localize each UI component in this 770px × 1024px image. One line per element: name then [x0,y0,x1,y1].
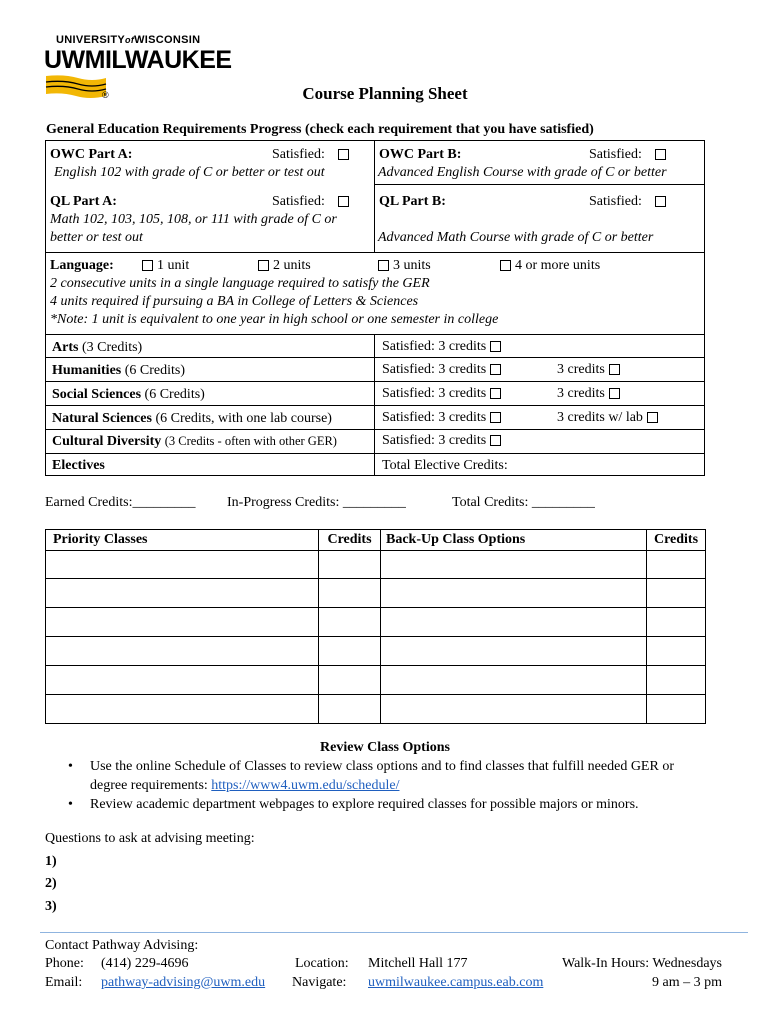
area-arts-credits: (3 Credits) [81,340,143,355]
area-cultural-diversity-satisfied [382,433,501,449]
owc-a-satisfied-label: Satisfied: [272,147,325,162]
area-social-sciences-credits: (6 Credits) [144,387,205,402]
area-social-sciences [52,387,205,403]
area-social-sciences-checkbox[interactable] [490,388,501,399]
area-natural-sciences-name: Natural Sciences [52,411,152,426]
in-progress-credits[interactable]: In-Progress Credits: _________ [227,495,406,510]
area-social-sciences-satisfied [382,386,501,402]
language-note-3: *Note: 1 unit is equivalent to one year in high school or one semester in college [50,312,499,327]
bullet-icon: • [68,797,73,812]
owc-b-desc: Advanced English Course with grade of C or better [378,165,667,180]
question-2[interactable]: 2) [45,876,57,891]
owc-b-satisfied-label: Satisfied: [589,147,642,162]
ql-b-desc: Advanced Math Course with grade of C or better [378,230,654,245]
area-arts-name: Arts [52,340,79,355]
areas-row-line [46,429,704,430]
ger-heading: General Education Requirements Progress (check each requirement that you have satisfied) [46,122,594,137]
contact-location: Mitchell Hall 177 [368,956,468,971]
bullet-icon: • [68,759,73,774]
ql-a-label: QL Part A: [50,194,117,209]
area-social-sciences-extra-checkbox[interactable] [609,388,620,399]
contact-email-label: Email: [45,975,83,990]
area-humanities-satisfied [382,362,501,378]
area-humanities-extra-checkbox[interactable] [609,364,620,375]
owc-b-checkbox[interactable] [655,149,666,160]
areas-row-line [46,405,704,406]
area-cultural-diversity-credits: (3 Credits - often with other GER) [164,434,337,448]
areas-row-line [46,381,704,382]
review-bullet-1-text: degree requirements: [90,778,212,793]
contact-location-label: Location: [295,956,349,971]
table-header-row [46,530,706,551]
ger-divider-ql [46,252,704,253]
table-row [46,551,706,579]
area-humanities-name: Humanities [52,363,122,378]
contact-navigate-link[interactable]: uwmilwaukee.campus.eab.com [368,975,544,990]
ger-divider-vertical [374,141,375,252]
areas-row-line [46,453,704,454]
area-social-sciences-extra-label: 3 credits [557,386,605,401]
area-natural-sciences-credits: (6 Credits, with one lab course) [155,411,332,426]
contact-navigate-label: Navigate: [292,975,347,990]
area-cultural-diversity-name: Cultural Diversity [52,434,162,449]
area-humanities-extra [557,362,620,378]
language-opt-3[interactable] [378,258,431,274]
col-backup-options: Back-Up Class Options [381,530,647,551]
area-social-sciences-name: Social Sciences [52,387,142,402]
language-note-1: 2 consecutive units in a single language required to satisfy the GER [50,276,430,291]
language-opt-3-label: 3 units [393,258,431,273]
area-social-sciences-extra [557,386,620,402]
class-planning-table [45,529,706,724]
area-natural-sciences-extra-label: 3 credits w/ lab [557,410,643,425]
question-3[interactable]: 3) [45,899,57,914]
area-arts-satisfied-label: Satisfied: 3 credits [382,339,487,354]
owc-b-satisfied [589,147,666,163]
table-row [46,579,706,608]
area-arts-satisfied [382,339,501,355]
area-natural-sciences-extra [557,410,658,426]
area-humanities-checkbox[interactable] [490,364,501,375]
area-natural-sciences-checkbox[interactable] [490,412,501,423]
question-1[interactable]: 1) [45,854,57,869]
area-cultural-diversity-satisfied-label: Satisfied: 3 credits [382,433,487,448]
table-row [46,695,706,724]
area-electives-total: Total Elective Credits: [382,458,508,473]
area-humanities-extra-label: 3 credits [557,362,605,377]
ql-b-satisfied [589,194,666,210]
owc-b-label: OWC Part B: [379,147,462,162]
ger-divider-language [46,334,704,335]
table-row [46,637,706,666]
ql-a-satisfied [272,194,349,210]
language-opt-2-checkbox[interactable] [258,260,269,271]
language-note-2: 4 units required if pursuing a BA in College of Letters & Sciences [50,294,419,309]
area-cultural-diversity [52,434,337,450]
area-natural-sciences-satisfied-label: Satisfied: 3 credits [382,410,487,425]
contact-heading: Contact Pathway Advising: [45,938,199,953]
review-bullet-1-line1: Use the online Schedule of Classes to review class options and to find classes that fulfill needed GER or [90,759,674,774]
area-arts [52,340,142,356]
review-bullet-2-text: Review academic department webpages to explore required classes for possible majors or minors. [90,797,639,812]
ql-b-checkbox[interactable] [655,196,666,207]
logo-wordmark-milwaukee: MILWAUKEE [84,46,232,74]
contact-hours: 9 am – 3 pm [652,975,722,990]
language-opt-3-checkbox[interactable] [378,260,389,271]
ql-a-desc-line2: better or test out [50,230,143,245]
total-credits[interactable]: Total Credits: _________ [452,495,595,510]
owc-a-label: OWC Part A: [50,147,133,162]
ql-a-checkbox[interactable] [338,196,349,207]
contact-email-link[interactable]: pathway-advising@uwm.edu [101,975,266,990]
ger-divider-owc [374,184,704,185]
area-cultural-diversity-checkbox[interactable] [490,435,501,446]
questions-heading: Questions to ask at advising meeting: [45,831,255,846]
language-label: Language: [50,258,114,273]
table-row [46,666,706,695]
area-humanities [52,363,185,379]
language-opt-1-label: 1 unit [157,258,190,273]
schedule-link[interactable]: https://www4.uwm.edu/schedule/ [211,778,400,793]
language-opt-4[interactable] [500,258,600,274]
area-arts-checkbox[interactable] [490,341,501,352]
logo-text-of: of [125,35,135,45]
area-humanities-satisfied-label: Satisfied: 3 credits [382,362,487,377]
contact-phone-label: Phone: [45,956,84,971]
logo-wordmark-uw: UW [44,46,85,74]
footer-divider [40,932,748,933]
ql-b-label: QL Part B: [379,194,446,209]
area-social-sciences-satisfied-label: Satisfied: 3 credits [382,386,487,401]
review-heading: Review Class Options [320,740,450,755]
logo-text-wisconsin: WISCONSIN [134,34,201,46]
language-opt-2[interactable] [258,258,311,274]
area-humanities-credits: (6 Credits) [124,363,185,378]
logo-text-university: UNIVERSITY [56,34,126,46]
ql-b-satisfied-label: Satisfied: [589,194,642,209]
language-opt-1[interactable] [142,258,189,274]
language-opt-4-label: 4 or more units [515,258,601,273]
area-natural-sciences [52,411,332,427]
earned-credits[interactable]: Earned Credits:_________ [45,495,196,510]
area-natural-sciences-extra-checkbox[interactable] [647,412,658,423]
col-priority-classes: Priority Classes [46,530,319,551]
table-row [46,608,706,637]
ger-box [45,140,705,476]
language-opt-1-checkbox[interactable] [142,260,153,271]
areas-row-line [46,357,704,358]
area-natural-sciences-satisfied [382,410,501,426]
page-title: Course Planning Sheet [302,84,468,103]
contact-phone: (414) 229-4696 [101,956,189,971]
ql-a-satisfied-label: Satisfied: [272,194,325,209]
owc-a-desc: English 102 with grade of C or better or test out [54,165,325,180]
ql-a-desc-line1: Math 102, 103, 105, 108, or 111 with grade of C or [50,212,337,227]
language-opt-2-label: 2 units [273,258,311,273]
owc-a-checkbox[interactable] [338,149,349,160]
col-credits-1: Credits [319,530,381,551]
contact-hours-label: Walk-In Hours: Wednesdays [561,956,722,971]
review-bullet-1-line2 [90,778,399,794]
owc-a-satisfied [272,147,349,163]
language-opt-4-checkbox[interactable] [500,260,511,271]
col-credits-2: Credits [647,530,706,551]
area-electives-name: Electives [52,458,105,473]
logo-registered-mark: ® [102,90,109,100]
